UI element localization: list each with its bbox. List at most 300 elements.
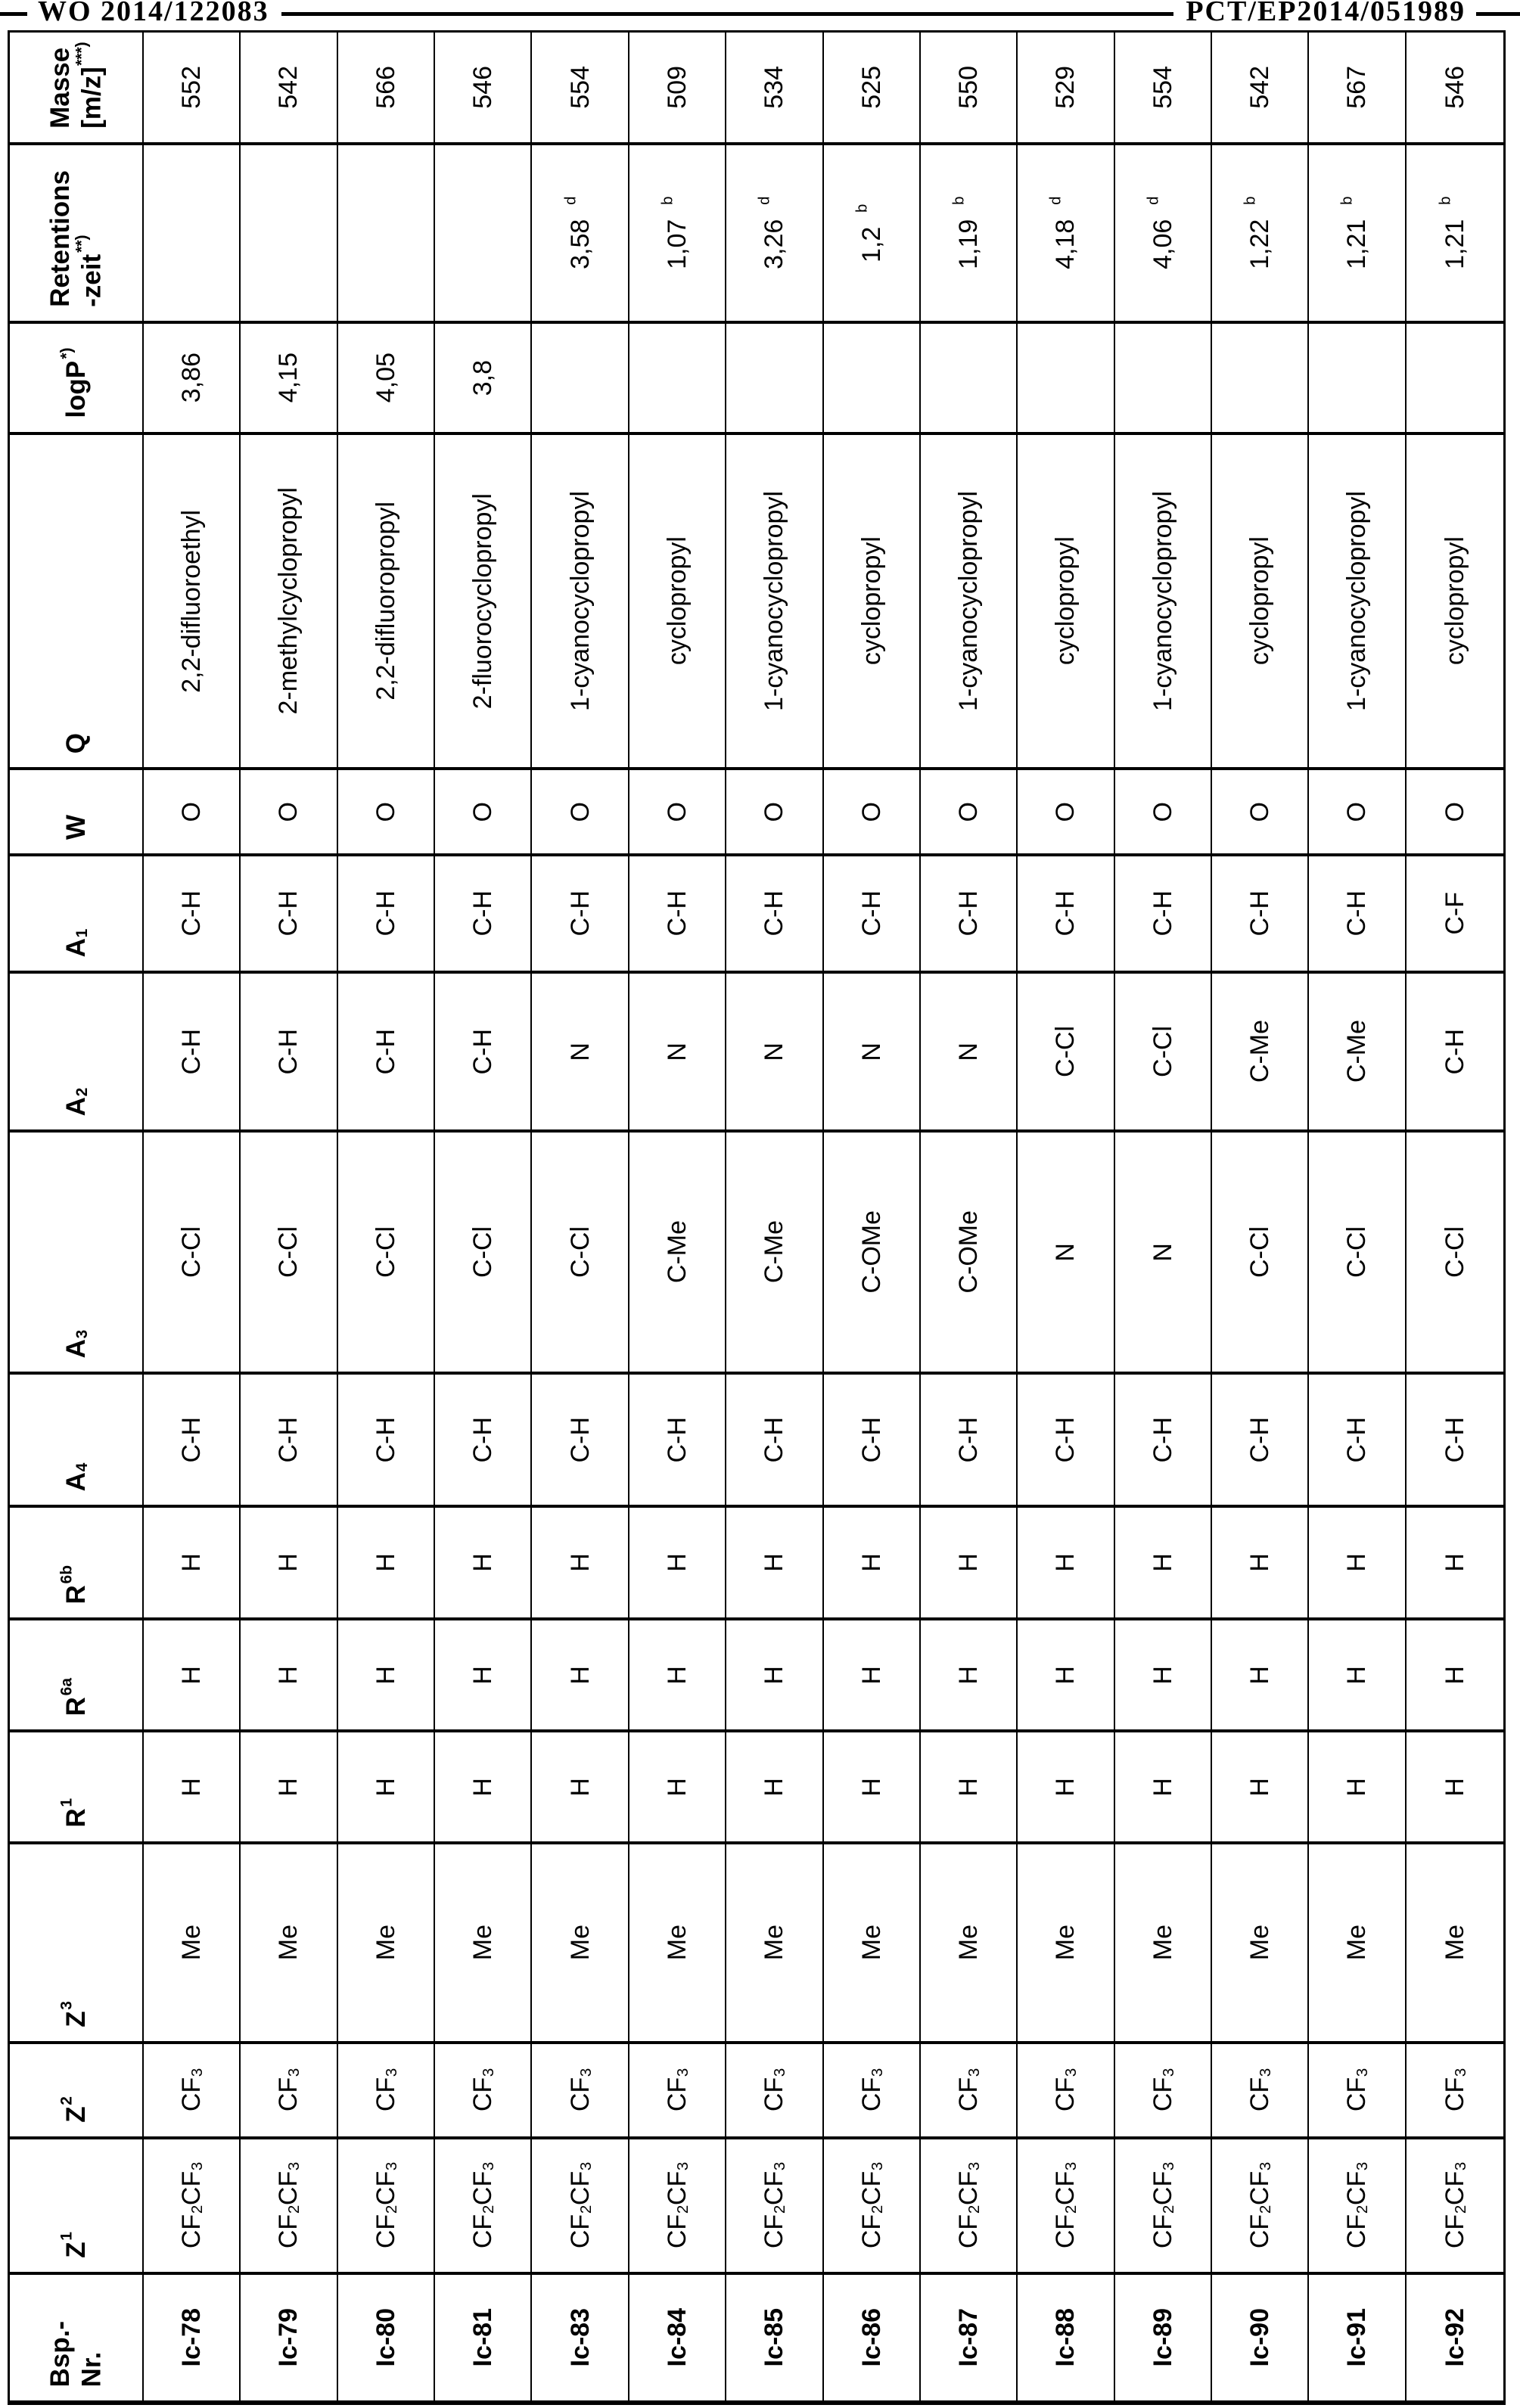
cell-q-14 — [1407, 435, 1503, 767]
table-row-r6b — [10, 1505, 1503, 1617]
cell-z2-4 — [435, 2044, 532, 2136]
cell-w-7 — [726, 770, 823, 853]
cell-bsp_nr-12-text: Ic-90 — [1245, 2308, 1275, 2367]
cell-bsp_nr-10-text: Ic-88 — [1051, 2308, 1080, 2367]
cell-logp-7 — [726, 324, 823, 432]
row-label-r6b — [10, 1508, 144, 1617]
cell-q-12 — [1212, 435, 1309, 767]
cell-a3-4 — [435, 1133, 532, 1372]
cell-z3-3-text: Me — [371, 1925, 400, 1961]
cell-q-11-text: 1-cyanocyclopropyl — [1148, 490, 1177, 712]
cell-w-3 — [338, 770, 435, 853]
cell-a3-3 — [338, 1133, 435, 1372]
cell-q-10 — [1018, 435, 1114, 767]
table-row-w — [10, 767, 1503, 853]
cell-a2-8 — [824, 974, 921, 1129]
cell-z3-4-text: Me — [468, 1925, 498, 1961]
cell-bsp_nr-2-text: Ic-79 — [274, 2308, 303, 2367]
cell-r1-7-text: H — [760, 1777, 789, 1797]
cell-a2-10-text: C-Cl — [1051, 1026, 1080, 1077]
cell-z3-2 — [241, 1844, 337, 2041]
row-label-a4 — [10, 1375, 144, 1505]
cell-logp-1-text: 3,86 — [177, 353, 207, 403]
row-label-z2 — [10, 2044, 144, 2136]
cell-z3-3 — [338, 1844, 435, 2041]
row-label-w — [10, 770, 144, 853]
cell-q-5 — [532, 435, 629, 767]
cell-r1-14-text: H — [1440, 1777, 1469, 1797]
cell-a3-2 — [241, 1133, 337, 1372]
row-label-z1 — [10, 2139, 144, 2272]
cell-r6b-8 — [824, 1508, 921, 1617]
cell-a1-3 — [338, 856, 435, 971]
cell-z2-10-text: $CF_3$ — [1051, 2068, 1080, 2112]
cell-z3-5 — [532, 1844, 629, 2041]
compound-table — [8, 30, 1506, 2405]
cell-r6a-1 — [144, 1620, 241, 1729]
cell-a3-9-text: C-OMe — [953, 1210, 983, 1294]
cell-z1-7-text: $CF_2CF_3$ — [760, 2162, 789, 2249]
cell-z3-12 — [1212, 1844, 1309, 2041]
cell-r6a-13-text: H — [1342, 1665, 1372, 1685]
header-rule-left — [0, 12, 27, 16]
cell-a2-1-text: C-H — [177, 1028, 207, 1075]
cell-a3-6-text: C-Me — [662, 1220, 692, 1284]
cell-w-7-text: O — [760, 801, 789, 822]
cell-a2-9-text: N — [953, 1042, 983, 1061]
cell-q-3 — [338, 435, 435, 767]
cell-masse-2 — [241, 33, 337, 142]
cell-z3-8 — [824, 1844, 921, 2041]
cell-r6a-9-text: H — [953, 1665, 983, 1685]
cell-a2-11 — [1115, 974, 1212, 1129]
cell-a1-9-text: C-H — [953, 890, 983, 937]
cell-w-1-text: O — [177, 801, 207, 822]
cell-masse-11 — [1115, 33, 1212, 142]
cell-bsp_nr-7-text: Ic-85 — [760, 2308, 789, 2367]
cell-w-11 — [1115, 770, 1212, 853]
cell-z3-12-text: Me — [1245, 1925, 1275, 1961]
cell-masse-9-text: 550 — [953, 66, 983, 109]
cell-masse-8-text: 525 — [856, 66, 886, 109]
cell-r1-11 — [1115, 1732, 1212, 1841]
cell-a1-13 — [1309, 856, 1406, 971]
cell-r6a-2-text: H — [274, 1665, 303, 1685]
cell-z3-9 — [921, 1844, 1018, 2041]
cell-w-14 — [1407, 770, 1503, 853]
cell-bsp_nr-10 — [1018, 2275, 1114, 2400]
cell-masse-10-text: 529 — [1051, 66, 1080, 109]
cell-a1-1 — [144, 856, 241, 971]
cell-r6b-7 — [726, 1508, 823, 1617]
cell-a1-12 — [1212, 856, 1309, 971]
cell-logp-4-text: 3,8 — [468, 359, 498, 396]
cell-r1-9-text: H — [953, 1777, 983, 1797]
cell-z3-13-text: Me — [1342, 1925, 1372, 1961]
publication-number: WO 2014/122083 — [38, 0, 269, 27]
cell-r6a-7 — [726, 1620, 823, 1729]
cell-z3-4 — [435, 1844, 532, 2041]
cell-a4-10-text: C-H — [1051, 1416, 1080, 1463]
cell-w-13 — [1309, 770, 1406, 853]
cell-z1-12-text: $CF_2CF_3$ — [1245, 2162, 1275, 2249]
row-label-masse — [10, 33, 144, 142]
cell-r1-6-text: H — [662, 1777, 692, 1797]
cell-a2-11-text: C-Cl — [1148, 1026, 1177, 1077]
cell-logp-9 — [921, 324, 1018, 432]
cell-masse-14 — [1407, 33, 1503, 142]
table-row-z1 — [10, 2136, 1503, 2272]
cell-z1-7 — [726, 2139, 823, 2272]
cell-a3-11 — [1115, 1133, 1212, 1372]
cell-bsp_nr-11 — [1115, 2275, 1212, 2400]
cell-a3-6 — [629, 1133, 726, 1372]
cell-r6b-5 — [532, 1508, 629, 1617]
cell-z2-14 — [1407, 2044, 1503, 2136]
cell-a1-10-text: C-H — [1051, 890, 1080, 937]
cell-z2-8-text: $CF_3$ — [856, 2068, 886, 2112]
cell-w-4 — [435, 770, 532, 853]
cell-bsp_nr-3-text: Ic-80 — [371, 2308, 400, 2367]
cell-r1-9 — [921, 1732, 1018, 1841]
cell-r6b-8-text: H — [856, 1553, 886, 1572]
cell-bsp_nr-6 — [629, 2275, 726, 2400]
cell-logp-11 — [1115, 324, 1212, 432]
cell-q-9-text: 1-cyanocyclopropyl — [953, 490, 983, 712]
cell-q-6-text: cyclopropyl — [662, 536, 692, 666]
cell-r6b-13 — [1309, 1508, 1406, 1617]
cell-z3-2-text: Me — [274, 1925, 303, 1961]
cell-z3-14 — [1407, 1844, 1503, 2041]
cell-z2-3-text: $CF_3$ — [371, 2068, 400, 2112]
cell-q-8-text: cyclopropyl — [856, 536, 886, 666]
cell-a3-1 — [144, 1133, 241, 1372]
cell-logp-6 — [629, 324, 726, 432]
cell-r6a-4 — [435, 1620, 532, 1729]
cell-q-4-text: 2-fluorocyclopropyl — [468, 492, 498, 710]
cell-a1-12-text: C-H — [1245, 890, 1275, 937]
cell-a3-7 — [726, 1133, 823, 1372]
cell-retentionszeit-7-text: 3,26$^d$ — [756, 197, 789, 269]
cell-bsp_nr-8 — [824, 2275, 921, 2400]
cell-w-5 — [532, 770, 629, 853]
cell-retentionszeit-13 — [1309, 145, 1406, 321]
cell-r1-12 — [1212, 1732, 1309, 1841]
cell-masse-4-text: 546 — [468, 66, 498, 109]
cell-z2-5-text: $CF_3$ — [565, 2068, 595, 2112]
cell-r6a-3 — [338, 1620, 435, 1729]
cell-a1-11 — [1115, 856, 1212, 971]
cell-r6a-11 — [1115, 1620, 1212, 1729]
cell-r1-4-text: H — [468, 1777, 498, 1797]
cell-a1-11-text: C-H — [1148, 890, 1177, 937]
cell-w-6-text: O — [662, 801, 692, 822]
row-label-r6a-text: $R^{6a}$ — [58, 1677, 91, 1716]
cell-r6b-6 — [629, 1508, 726, 1617]
cell-a3-14 — [1407, 1133, 1503, 1372]
cell-logp-2-text: 4,15 — [274, 353, 303, 403]
cell-q-5-text: 1-cyanocyclopropyl — [565, 490, 595, 712]
cell-a2-13 — [1309, 974, 1406, 1129]
cell-r6a-10-text: H — [1051, 1665, 1080, 1685]
cell-masse-1-text: 552 — [177, 66, 207, 109]
cell-q-10-text: cyclopropyl — [1051, 536, 1080, 666]
cell-z1-3-text: $CF_2CF_3$ — [371, 2162, 400, 2249]
cell-masse-1 — [144, 33, 241, 142]
cell-a2-7-text: N — [760, 1042, 789, 1061]
row-label-r6b-text: $R^{6b}$ — [58, 1564, 91, 1604]
cell-a2-2-text: C-H — [274, 1028, 303, 1075]
cell-a4-4 — [435, 1375, 532, 1505]
cell-w-11-text: O — [1148, 801, 1177, 822]
cell-r6b-12-text: H — [1245, 1553, 1275, 1572]
cell-bsp_nr-7 — [726, 2275, 823, 2400]
cell-a2-12-text: C-Me — [1245, 1020, 1275, 1083]
cell-r6b-10-text: H — [1051, 1553, 1080, 1572]
cell-z1-9-text: $CF_2CF_3$ — [953, 2162, 983, 2249]
cell-a2-10 — [1018, 974, 1114, 1129]
cell-w-8 — [824, 770, 921, 853]
table-row-a2 — [10, 971, 1503, 1129]
cell-z2-6 — [629, 2044, 726, 2136]
application-number: PCT/EP2014/051989 — [1186, 0, 1466, 27]
cell-masse-3 — [338, 33, 435, 142]
table-row-a3 — [10, 1129, 1503, 1372]
cell-r6b-4 — [435, 1508, 532, 1617]
cell-z3-1 — [144, 1844, 241, 2041]
cell-q-4 — [435, 435, 532, 767]
cell-z2-12 — [1212, 2044, 1309, 2136]
cell-z2-12-text: $CF_3$ — [1245, 2068, 1275, 2112]
cell-r1-8 — [824, 1732, 921, 1841]
cell-a3-8 — [824, 1133, 921, 1372]
cell-masse-12-text: 542 — [1245, 66, 1275, 109]
table-row-r6a — [10, 1617, 1503, 1729]
row-label-retentionszeit — [10, 145, 144, 321]
cell-q-14-text: cyclopropyl — [1440, 536, 1469, 666]
table-row-r1 — [10, 1729, 1503, 1841]
cell-masse-7 — [726, 33, 823, 142]
cell-bsp_nr-1 — [144, 2275, 241, 2400]
cell-r1-3-text: H — [371, 1777, 400, 1797]
cell-z2-6-text: $CF_3$ — [662, 2068, 692, 2112]
cell-masse-3-text: 566 — [371, 66, 400, 109]
cell-a3-14-text: C-Cl — [1440, 1226, 1469, 1278]
cell-z1-10-text: $CF_2CF_3$ — [1051, 2162, 1080, 2249]
cell-q-8 — [824, 435, 921, 767]
cell-z1-2-text: $CF_2CF_3$ — [274, 2162, 303, 2249]
cell-w-12-text: O — [1245, 801, 1275, 822]
cell-logp-14 — [1407, 324, 1503, 432]
cell-retentionszeit-6 — [629, 145, 726, 321]
row-label-r6a — [10, 1620, 144, 1729]
cell-a4-7 — [726, 1375, 823, 1505]
cell-a2-4 — [435, 974, 532, 1129]
cell-retentionszeit-14 — [1407, 145, 1503, 321]
cell-r1-13-text: H — [1342, 1777, 1372, 1797]
cell-q-7 — [726, 435, 823, 767]
cell-a4-14-text: C-H — [1440, 1416, 1469, 1463]
cell-a2-5 — [532, 974, 629, 1129]
cell-bsp_nr-6-text: Ic-84 — [662, 2308, 692, 2367]
cell-z1-11-text: $CF_2CF_3$ — [1148, 2162, 1177, 2249]
cell-retentionszeit-11 — [1115, 145, 1212, 321]
cell-r1-2-text: H — [274, 1777, 303, 1797]
cell-z1-9 — [921, 2139, 1018, 2272]
cell-r6b-12 — [1212, 1508, 1309, 1617]
cell-retentionszeit-7 — [726, 145, 823, 321]
cell-a2-7 — [726, 974, 823, 1129]
cell-z3-1-text: Me — [177, 1925, 207, 1961]
cell-masse-5 — [532, 33, 629, 142]
cell-bsp_nr-4 — [435, 2275, 532, 2400]
cell-retentionszeit-9-text: 1,19$^b$ — [950, 197, 983, 269]
cell-r1-5 — [532, 1732, 629, 1841]
cell-a4-5-text: C-H — [565, 1416, 595, 1463]
row-label-a2 — [10, 974, 144, 1129]
cell-z3-10 — [1018, 1844, 1114, 2041]
cell-bsp_nr-2 — [241, 2275, 337, 2400]
cell-a4-9-text: C-H — [953, 1416, 983, 1463]
cell-r6a-5-text: H — [565, 1665, 595, 1685]
cell-a1-10 — [1018, 856, 1114, 971]
cell-a3-5 — [532, 1133, 629, 1372]
cell-r6a-3-text: H — [371, 1665, 400, 1685]
cell-r6b-14 — [1407, 1508, 1503, 1617]
cell-a2-14-text: C-H — [1440, 1028, 1469, 1075]
cell-retentionszeit-13-text: 1,21$^b$ — [1339, 197, 1372, 269]
cell-a3-12-text: C-Cl — [1245, 1226, 1275, 1278]
cell-a4-5 — [532, 1375, 629, 1505]
table-row-z2 — [10, 2041, 1503, 2136]
cell-w-6 — [629, 770, 726, 853]
cell-z1-6-text: $CF_2CF_3$ — [662, 2162, 692, 2249]
cell-a2-12 — [1212, 974, 1309, 1129]
cell-q-12-text: cyclopropyl — [1245, 536, 1275, 666]
cell-bsp_nr-4-text: Ic-81 — [468, 2308, 498, 2367]
row-label-z2-text: $Z^2$ — [58, 2096, 91, 2123]
cell-a4-7-text: C-H — [760, 1416, 789, 1463]
cell-a3-2-text: C-Cl — [274, 1226, 303, 1278]
cell-r1-11-text: H — [1148, 1777, 1177, 1797]
row-label-r1 — [10, 1732, 144, 1841]
cell-a2-6 — [629, 974, 726, 1129]
cell-masse-6-text: 509 — [662, 66, 692, 109]
cell-masse-9 — [921, 33, 1018, 142]
cell-q-3-text: 2,2-difluoropropyl — [371, 502, 400, 701]
cell-q-1 — [144, 435, 241, 767]
cell-masse-8 — [824, 33, 921, 142]
cell-a2-5-text: N — [565, 1042, 595, 1061]
header-rule-right — [1476, 12, 1520, 16]
cell-a3-13 — [1309, 1133, 1406, 1372]
cell-z3-8-text: Me — [856, 1925, 886, 1961]
cell-a4-11-text: C-H — [1148, 1416, 1177, 1463]
cell-retentionszeit-8 — [824, 145, 921, 321]
cell-z2-5 — [532, 2044, 629, 2136]
cell-a2-14 — [1407, 974, 1503, 1129]
cell-z2-9 — [921, 2044, 1018, 2136]
cell-z1-14-text: $CF_2CF_3$ — [1440, 2162, 1469, 2249]
cell-a3-11-text: N — [1148, 1242, 1177, 1262]
cell-r6b-9-text: H — [953, 1553, 983, 1572]
cell-a3-4-text: C-Cl — [468, 1226, 498, 1278]
cell-z1-2 — [241, 2139, 337, 2272]
cell-q-2 — [241, 435, 337, 767]
cell-w-1 — [144, 770, 241, 853]
cell-masse-13 — [1309, 33, 1406, 142]
cell-r6b-13-text: H — [1342, 1553, 1372, 1572]
cell-z3-5-text: Me — [565, 1925, 595, 1961]
cell-q-6 — [629, 435, 726, 767]
cell-z3-6-text: Me — [662, 1925, 692, 1961]
row-label-a1 — [10, 856, 144, 971]
header-rule-middle — [281, 12, 1174, 16]
cell-logp-3-text: 4,05 — [371, 353, 400, 403]
cell-q-7-text: 1-cyanocyclopropyl — [760, 490, 789, 712]
cell-retentionszeit-11-text: 4,06$^d$ — [1145, 197, 1177, 269]
cell-w-3-text: O — [371, 801, 400, 822]
cell-z2-2-text: $CF_3$ — [274, 2068, 303, 2112]
cell-logp-1 — [144, 324, 241, 432]
cell-a1-6 — [629, 856, 726, 971]
cell-r6b-10 — [1018, 1508, 1114, 1617]
cell-a2-4-text: C-H — [468, 1028, 498, 1075]
cell-z2-13-text: $CF_3$ — [1342, 2068, 1372, 2112]
cell-a4-6-text: C-H — [662, 1416, 692, 1463]
cell-masse-2-text: 542 — [274, 66, 303, 109]
cell-r6b-11-text: H — [1148, 1553, 1177, 1572]
cell-bsp_nr-13-text: Ic-91 — [1342, 2308, 1372, 2367]
cell-w-5-text: O — [565, 801, 595, 822]
page-header — [0, 0, 1520, 27]
cell-a2-3 — [338, 974, 435, 1129]
cell-a1-1-text: C-H — [177, 890, 207, 937]
cell-a3-10 — [1018, 1133, 1114, 1372]
cell-a3-3-text: C-Cl — [371, 1226, 400, 1278]
row-label-a1-text: $A_1$ — [61, 928, 91, 957]
cell-r1-10 — [1018, 1732, 1114, 1841]
cell-z1-4 — [435, 2139, 532, 2272]
cell-q-13-text: 1-cyanocyclopropyl — [1342, 490, 1372, 712]
cell-r6a-8 — [824, 1620, 921, 1729]
cell-a1-2-text: C-H — [274, 890, 303, 937]
cell-r6b-9 — [921, 1508, 1018, 1617]
cell-a4-12-text: C-H — [1245, 1416, 1275, 1463]
cell-z3-6 — [629, 1844, 726, 2041]
cell-a3-9 — [921, 1133, 1018, 1372]
cell-r1-5-text: H — [565, 1777, 595, 1797]
cell-a1-4 — [435, 856, 532, 971]
cell-a4-6 — [629, 1375, 726, 1505]
cell-z3-7-text: Me — [760, 1925, 789, 1961]
cell-a2-13-text: C-Me — [1342, 1020, 1372, 1083]
cell-bsp_nr-5-text: Ic-83 — [565, 2308, 595, 2367]
cell-bsp_nr-14-text: Ic-92 — [1440, 2308, 1469, 2367]
cell-z1-3 — [338, 2139, 435, 2272]
cell-z2-11 — [1115, 2044, 1212, 2136]
cell-z2-10 — [1018, 2044, 1114, 2136]
cell-r6a-8-text: H — [856, 1665, 886, 1685]
cell-a1-7 — [726, 856, 823, 971]
cell-r1-13 — [1309, 1732, 1406, 1841]
cell-retentionszeit-12 — [1212, 145, 1309, 321]
cell-a1-8 — [824, 856, 921, 971]
cell-r6b-14-text: H — [1440, 1553, 1469, 1572]
cell-r6b-7-text: H — [760, 1553, 789, 1572]
cell-z1-11 — [1115, 2139, 1212, 2272]
cell-z2-8 — [824, 2044, 921, 2136]
